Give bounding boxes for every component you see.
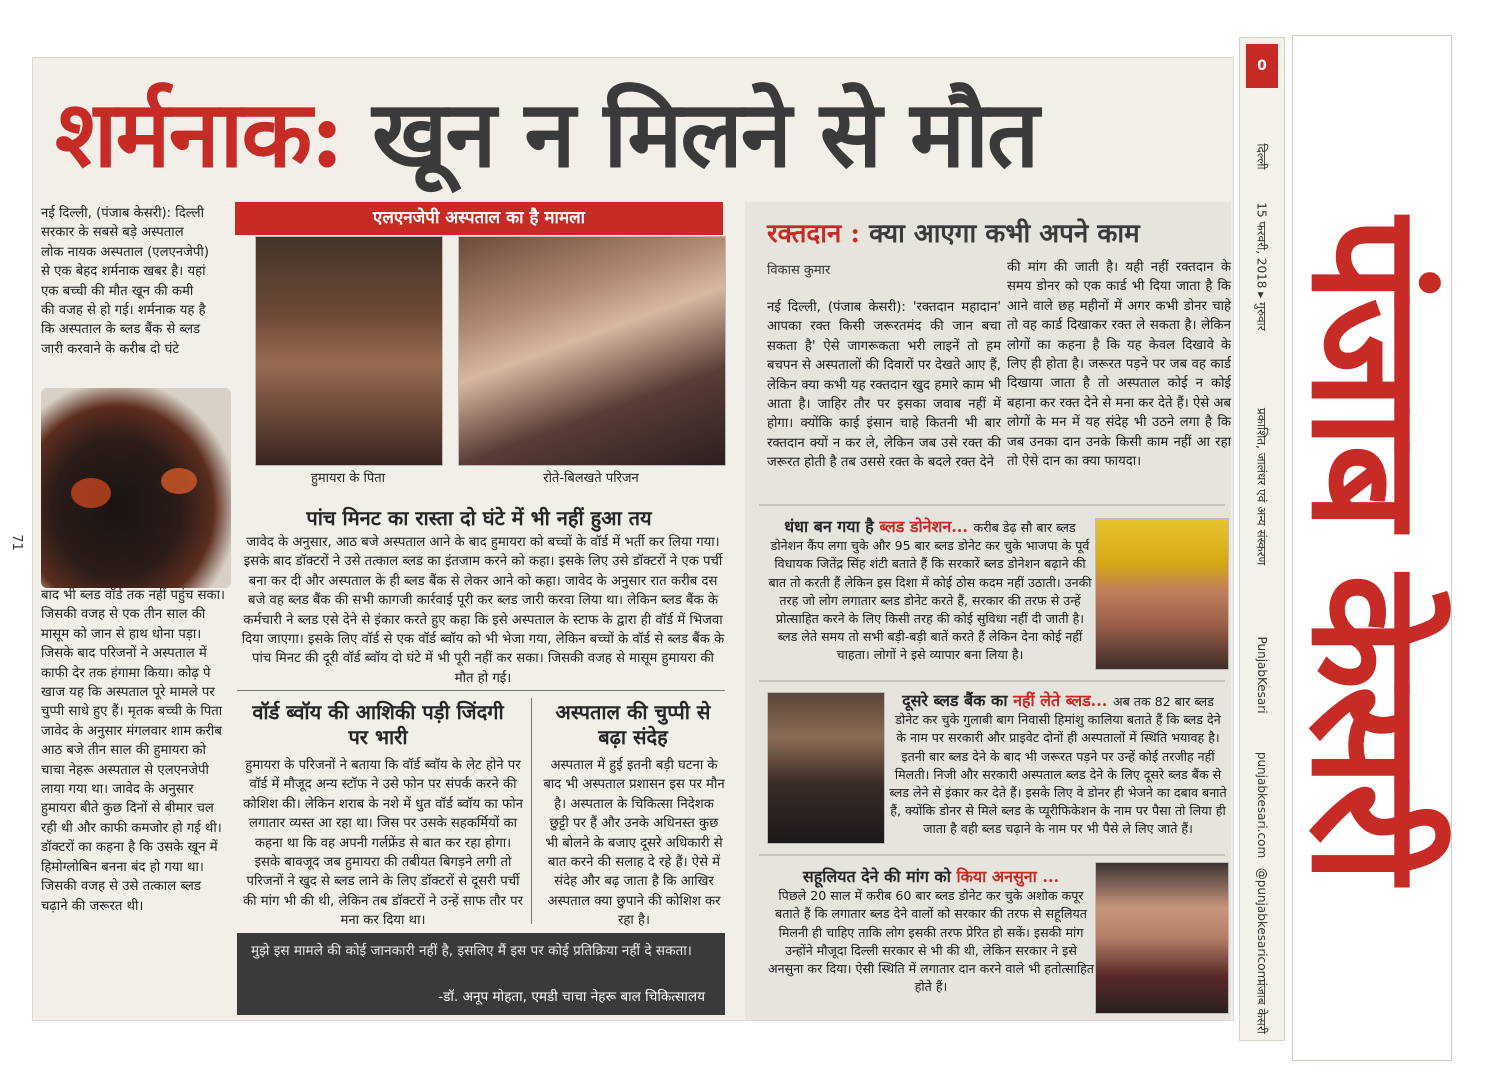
left-column-intro [41, 204, 209, 359]
box1-head-dark: धंधा बन गया है [784, 517, 874, 536]
headline-dark: खून न मिलने से मौत [372, 80, 1038, 188]
blood-bag-photo [41, 388, 231, 588]
left-column-continued [41, 586, 231, 916]
story2-title: वॉर्ड ब्वॉय की आशिकी पड़ी जिंदगी पर भारी [252, 700, 504, 749]
masthead [1278, 36, 1454, 1060]
headline-red: शर्मनाक: [55, 80, 343, 188]
story2-body [243, 756, 523, 931]
box3-head-dark: सहूलियत देने की मांग को [802, 867, 951, 886]
strip-edition: पंजाब केसरी [1254, 979, 1269, 1034]
box2-heading [902, 691, 1113, 710]
story1-text: जावेद के अनुसार, आठ बजे अस्पताल आने के बाद हुमायरा को बच्चों के वॉर्ड में भर्ती कर लिया गया। इसके बाद डॉक्टरों ने उसे तत्काल ब्लड का इंतजाम करने को कहा। इसके लिए उसे डॉक्टरों ने एक पर्ची बना कर दी और अस्पताल के ही ब्लड बैंक से लेकर आने को कहा। जावेद के अनुसार रात करीब दस बजे वह ब्लड बैंक की सभी कागजी कार्रवाई पूरी कर ब्लड जारी करवा लिया था। लेकिन ब्लड बैंक के कर्मचारी ने ब्लड एसे देने से इंकार करते हुए कहा कि इसे अस्पताल के स्टाफ के द्वारा ही वॉर्ड में भिजवा दिया जाएगा। इसके लिए वॉर्ड से एक वॉर्ड ब्वॉय को भी भेजा गया, लेकिन बच्चों के वॉर्ड से ब्लड बैंक के पांच मिनट की दूरी वॉर्ड ब्वॉय दो घंटे में भी पूरी नहीं कर सका। जिसकी वजह से मासूम हुमायरा की मौत हो गई। [241, 535, 725, 686]
story3-text: अस्पताल में हुई इतनी बड़ी घटना के बाद भी अस्पताल प्रशासन इस पर मौन है। अस्पताल के चिकित्सा निदेशक छुट्टी पर हैं और उनके अधिनस्त कुछ भी बोलने के बजाए दूसरे अधिकारी से बात करने की सलाह दे रहे हैं। ऐसे में संदेह और बढ़ जाता है कि आखिर अस्पताल क्या छुपाने की कोशिश कर रहा है। [543, 758, 725, 929]
photo-caption-father: हुमायरा के पिता [310, 471, 386, 486]
main-headline [55, 74, 1225, 194]
day: गुरुवार [1254, 302, 1269, 331]
divider [759, 854, 1225, 856]
strip-web: punjabkesari.com [1255, 751, 1269, 859]
newspaper-page [33, 58, 1233, 1020]
shunty-photo [1095, 518, 1229, 670]
case-band: एलएनजेपी अस्पताल का है मामला [235, 202, 723, 235]
divider [531, 698, 532, 924]
byline: विकास कुमार [767, 263, 831, 278]
box3-head-red: किया अनसुना ... [956, 867, 1060, 886]
ashok-photo [1095, 862, 1229, 1014]
box3-text: पिछले 20 साल में करीब 60 बार ब्लड डोनेट कर चुके अशोक कपूर बताते हैं कि लगातार ब्लड देने वालों को सरकार की तरफ से सहूलियत मिलनी ही चाहिए ताकि लोग इसकी तरफ प्रेरित हो सकें। इसकी मांग उन्होंने मौजूदा दिल्ली सरकार से भी की थी, लेकिन सरकार ने इसे अनसुना कर दिया। ऐसी स्थिति में लगातार दान करने वाले भी हतोत्साहित होते हैं। [768, 888, 1094, 995]
box1-text: करीब डेढ़ सौ बार ब्लड डोनेशन कैंप लगा चुके और 95 बार ब्लड डोनेट कर चुके भाजपा के पूर्व विधायक जितेंद्र सिंह शंटी बताते हैं कि सरकारें ब्लड डोनेशन बढ़ाने की बात तो करती हैं लेकिन इस दिशा में कोई ठोस कदम नहीं उठाती। उनकी तरह जो लोग लगातार ब्लड डोनेट करते हैं, सरकार की तरफ से उन्हें प्रोत्साहित करने के लिए किसी तरह की कोई सुविधा नहीं दी जाती है। ब्लड लेते समय तो सभी बड़ी-बड़ी बातें करते हैं लेकिन देना कोई नहीं चाहता। लोगों ने इसे व्यापार बना लिया है। [768, 520, 1092, 663]
masthead-title: पंजाब केसरी [1278, 216, 1454, 880]
box2 [889, 692, 1227, 839]
right-title-red: रक्तदान : [767, 219, 861, 249]
blood-donation-panel [745, 202, 1231, 1020]
page-number: 71 [8, 534, 24, 551]
box1-head-red: ब्लड डोनेशन... [879, 517, 968, 536]
quote-box [237, 933, 725, 1015]
divider [237, 690, 725, 691]
father-photo [255, 236, 443, 466]
date: 15 फरवरी, 2018 [1254, 202, 1269, 289]
story1-title: पांच मिनट का रास्ता दो घंटे में भी नहीं हुआ तय [306, 506, 652, 530]
strip-facebook: PunjabKesari [1255, 636, 1269, 714]
strip-city: दिल्ली [1254, 143, 1269, 170]
story2-text: हुमायरा के परिजनों ने बताया कि वॉर्ड ब्वॉय के लेट होने पर वॉर्ड में मौजूद अन्य स्टॉफ ने उसे फोन पर संपर्क करने की कोशिश की। लेकिन शराब के नशे में धुत वॉर्ड ब्वॉय का फोन लगातार व्यस्त आ रहा था। जिस पर उसके सहकर्मियों का कहना था कि वह अपनी गर्लफ्रेंड से बात कर रहा होगा। इसके बावजूद जब हुमायरा की तबीयत बिगड़ने लगी तो परिजनों ने खुद से ब्लड लाने के लिए डॉक्टरों से दूसरी पर्ची की मांग भी की थी, लेकिन तब डॉक्टरों ने उन्हें साफ तौर पर मना कर दिया था। [243, 758, 523, 929]
paper-logo: 0 [1246, 44, 1278, 88]
strip-twitter: @punjabkesaricom [1255, 867, 1269, 983]
right-story-title [767, 214, 1227, 250]
story3-title: अस्पताल की चुप्पी से बढ़ा संदेह [555, 700, 711, 749]
story3-body [543, 756, 725, 931]
story1-body [241, 533, 725, 688]
right-column-b: की मांग की जाती है। यही नहीं रक्तदान के समय डोनर को एक कार्ड भी दिया जाता है कि आने वाले छह महीनों में अगर कभी डोनर चाहे तो वह कार्ड दिखाकर रक्त ले सकता है। लेकिन लोगों का कहना है कि यह केवल दिखावे के लिए ही होता है। जरूरत पड़ने पर जब वह कार्ड दिखाया जाता है तो अस्पताल कोई न कोई बहाना कर रक्त देने से मना कर देते हैं। ऐसे अब लोगों के मन में यह संदेह भी उठने लगा है कि जब उनका दान उनके किसी काम नहीं आ रहा तो ऐसे दान का क्या फायदा। [1007, 260, 1231, 470]
divider [759, 504, 1225, 506]
box1 [767, 518, 1093, 665]
box2-head-red: नहीं लेते ब्लड... [1013, 691, 1108, 710]
strip-tagline: प्रकाशित, जालंधर एवं अन्य संस्करण [1254, 407, 1269, 566]
box2-text: अब तक 82 बार ब्लड डोनेट कर चुके गुलाबी बाग निवासी हिमांशु कालिया बताते हैं कि ब्लड देने के नाम पर सरकारी और प्राइवेट दोनों ही अस्पतालों में स्थिति भयावह है। इतनी बार ब्लड देने के बाद भी जरूरत पड़ने पर उन्हें कोई तरजीह नहीं मिलती। निजी और सरकारी अस्पताल ब्लड देने के लिए दूसरे ब्लड बैंक से ब्लड लेने से इंकार कर देते हैं। इसके लिए वे डोनर ही भेजने का दबाव बनाते हैं, क्योंकि डोनर से मिले ब्लड के प्यूरीफिकेशन के नाम पर पैसा तो लिया ही जाता है वही ब्लड चढ़ाने के नाम पर भी पैसे ले लिए जाते हैं। [889, 694, 1227, 837]
himanshu-photo [767, 692, 885, 844]
intro-text: नई दिल्ली, (पंजाब केसरी): दिल्ली सरकार के सबसे बड़े अस्पताल लोक नायक अस्पताल (एलएनजेपी) से एक बेहद शर्मनाक खबर है। यहां एक बच्ची की मौत खून की कमी की वजह से हो गई। शर्मनाक यह है कि अस्पताल के ब्लड बैंक से ब्लड जारी करवाने के करीब दो घंटे [41, 206, 209, 357]
quote-attribution: -डॉ. अनूप मोहता, एमडी चाचा नेहरू बाल चिकित्सालय [438, 989, 705, 1005]
box1-heading [784, 517, 973, 536]
strip-date: 15 फरवरी, 2018 ▸ गुरुवार [1254, 202, 1269, 331]
box3 [767, 868, 1095, 996]
photo-caption-family: रोते-बिलखते परिजन [543, 471, 639, 486]
box3-heading [803, 867, 1059, 886]
right-column-a: नई दिल्ली, (पंजाब केसरी): 'रक्तदान महादान' आपका रक्त किसी जरूरतमंद की जान बचा सकता है' ऐसे जागरूकता भरी लाइनें तो हम बचपन से अस्पतालों की दिवारों पर देखते आए हैं, लेकिन क्या कभी यह रक्तदान खुद हमारे काम भी आता है। जाहिर तौर पर इसका जवाब नहीं में होगा। क्योंकि काई इंसान चाहे कितनी भी बार रक्तदान क्यों न कर ले, लेकिन जब उसे रक्त की जरूरत होती है तब उससे रक्त के बदले रक्त देने [767, 300, 1001, 471]
box2-head-dark: दूसरे ब्लड बैंक का [902, 691, 1008, 710]
family-photo [458, 236, 726, 466]
right-title-dark: क्या आएगा कभी अपने काम [869, 219, 1140, 249]
quote-text: मुझे इस मामले की कोई जानकारी नहीं है, इसलिए मैं इस पर कोई प्रतिक्रिया नहीं दे सकता। [251, 943, 692, 959]
divider [759, 680, 1225, 682]
continued-text: बाद भी ब्लड वॉर्ड तक नहीं पहुंच सका। जिसकी वजह से एक तीन साल की मासूम को जान से हाथ धोना पड़ा। जिसके बाद परिजनों ने अस्पताल में काफी देर तक हंगामा किया। कोढ़ पे खाज यह कि अस्पताल पूरे मामले पर चुप्पी साधे हुए हैं। मृतक बच्ची के पिता जावेद के अनुसार मंगलवार शाम करीब आठ बजे तीन साल की हुमायरा को चाचा नेहरू अस्पताल से एलएनजेपी लाया गया था। जावेद के अनुसार हुमायरा बीते कुछ दिनों से बीमार चल रही थी और काफी कमजोर हो गई थी। डॉक्टरों का कहना है कि उसके खून में हिमोग्लोबिन बनना बंद हो गया था। जिसकी वजह से उसे तत्काल ब्लड चढ़ाने की जरूरत थी। [41, 588, 226, 914]
